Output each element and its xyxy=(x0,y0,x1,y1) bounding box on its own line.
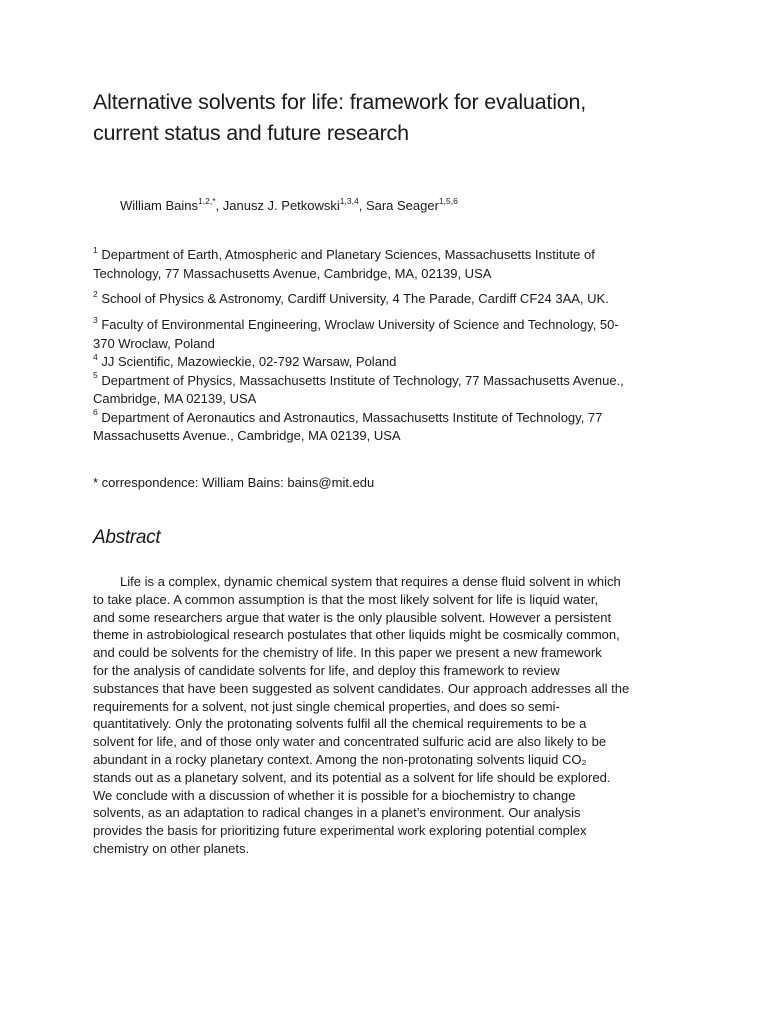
author-name: Sara Seager xyxy=(365,198,439,213)
affiliation-line: Massachusetts Avenue., Cambridge, MA 02139, USA xyxy=(93,428,401,443)
affiliation-marker: 4 xyxy=(93,351,98,362)
abstract-line: quantitatively. Only the protonating solvents fulfil all the chemical requirements to be a xyxy=(93,716,587,732)
author-list xyxy=(120,196,458,216)
affiliation-marker: 5 xyxy=(93,370,98,381)
affiliation-3-to-6 xyxy=(93,316,693,446)
abstract-line: stands out as a planetary solvent, and its potential as a solvent for life should be explored. xyxy=(93,769,611,785)
abstract-line: We conclude with a discussion of whether it is possible for a biochemistry to change xyxy=(93,787,576,803)
paper-title xyxy=(93,87,713,149)
abstract-line: solvent for life, and of those only water and concentrated sulfuric acid are also likely to be xyxy=(93,734,607,750)
author-affiliation-marker: 1,2,* xyxy=(198,195,216,206)
affiliation-text: JJ Scientific, Mazowieckie, 02-792 Warsaw, Poland xyxy=(97,354,397,369)
abstract-line: and could be solvents for the chemistry of life. In this paper we present a new framework xyxy=(93,645,602,661)
affiliation-marker: 6 xyxy=(93,407,98,418)
affiliation-line xyxy=(93,353,693,372)
author-affiliation-marker: 1,5,6 xyxy=(438,195,458,206)
affiliation-text: Department of Physics, Massachusetts Institute of Technology, 77 Massachusetts Avenue., xyxy=(97,372,624,388)
title-line: Alternative solvents for life: framework for evaluation, xyxy=(93,90,587,114)
author-separator: , xyxy=(215,198,223,213)
affiliation-1 xyxy=(93,246,693,283)
abstract-line: Life is a complex, dynamic chemical system that requires a dense fluid solvent in which xyxy=(120,574,621,589)
abstract-line: requirements for a solvent, not just single chemical properties, and does so semi- xyxy=(93,698,560,714)
affiliation-line: 370 Wroclaw, Poland xyxy=(93,335,215,351)
abstract-line: for the analysis of candidate solvents for life, and deploy this framework to review xyxy=(93,662,560,678)
affiliation-line xyxy=(93,290,693,309)
abstract-line: chemistry on other planets. xyxy=(93,840,250,856)
affiliation-marker: 1 xyxy=(93,244,98,255)
affiliation-line xyxy=(93,246,693,265)
abstract-line: substances that have been suggested as solvent candidates. Our approach addresses all the xyxy=(93,680,630,696)
author-separator: , xyxy=(358,198,366,213)
affiliation-text: Faculty of Environmental Engineering, Wroclaw University of Science and Technology, 50- xyxy=(97,317,619,332)
affiliation-text: School of Physics & Astronomy, Cardiff University, 4 The Parade, Cardiff CF24 3AA, UK. xyxy=(97,291,609,306)
abstract-body xyxy=(93,573,693,858)
author-name: William Bains xyxy=(120,198,199,213)
author-affiliation-marker: 1,3,4 xyxy=(339,195,359,206)
author-name: Janusz J. Petkowski xyxy=(222,198,340,213)
affiliation-line xyxy=(93,316,693,335)
affiliation-line: Technology, 77 Massachusetts Avenue, Cambridge, MA, 02139, USA xyxy=(93,265,492,281)
abstract-line: theme in astrobiological research postulates that other liquids might be cosmically common, xyxy=(93,627,620,643)
affiliation-marker: 2 xyxy=(93,288,98,299)
affiliation-line xyxy=(93,372,693,391)
affiliation-line: Cambridge, MA 02139, USA xyxy=(93,391,257,406)
affiliation-text: Department of Aeronautics and Astronautics, Massachusetts Institute of Technology, 77 xyxy=(97,409,603,425)
affiliation-text: Department of Earth, Atmospheric and Planetary Sciences, Massachusetts Institute of xyxy=(97,247,595,262)
abstract-line: solvents, as an adaptation to radical changes in a planet’s environment. Our analysis xyxy=(93,805,581,821)
abstract-line: to take place. A common assumption is that the most likely solvent for life is liquid water, xyxy=(93,591,599,607)
abstract-line: and some researchers argue that water is the only plausible solvent. However a persistent xyxy=(93,609,612,625)
affiliation-marker: 3 xyxy=(93,314,98,325)
correspondence-note: * correspondence: William Bains: bains@mit.edu xyxy=(93,475,375,490)
abstract-heading: Abstract xyxy=(93,527,161,548)
affiliation-2 xyxy=(93,290,693,309)
title-line: current status and future research xyxy=(93,121,409,145)
abstract-line: provides the basis for prioritizing future experimental work exploring potential complex xyxy=(93,823,587,839)
affiliation-line xyxy=(93,409,693,428)
abstract-line: abundant in a rocky planetary context. Among the non-protonating solvents liquid CO₂ xyxy=(93,751,587,767)
